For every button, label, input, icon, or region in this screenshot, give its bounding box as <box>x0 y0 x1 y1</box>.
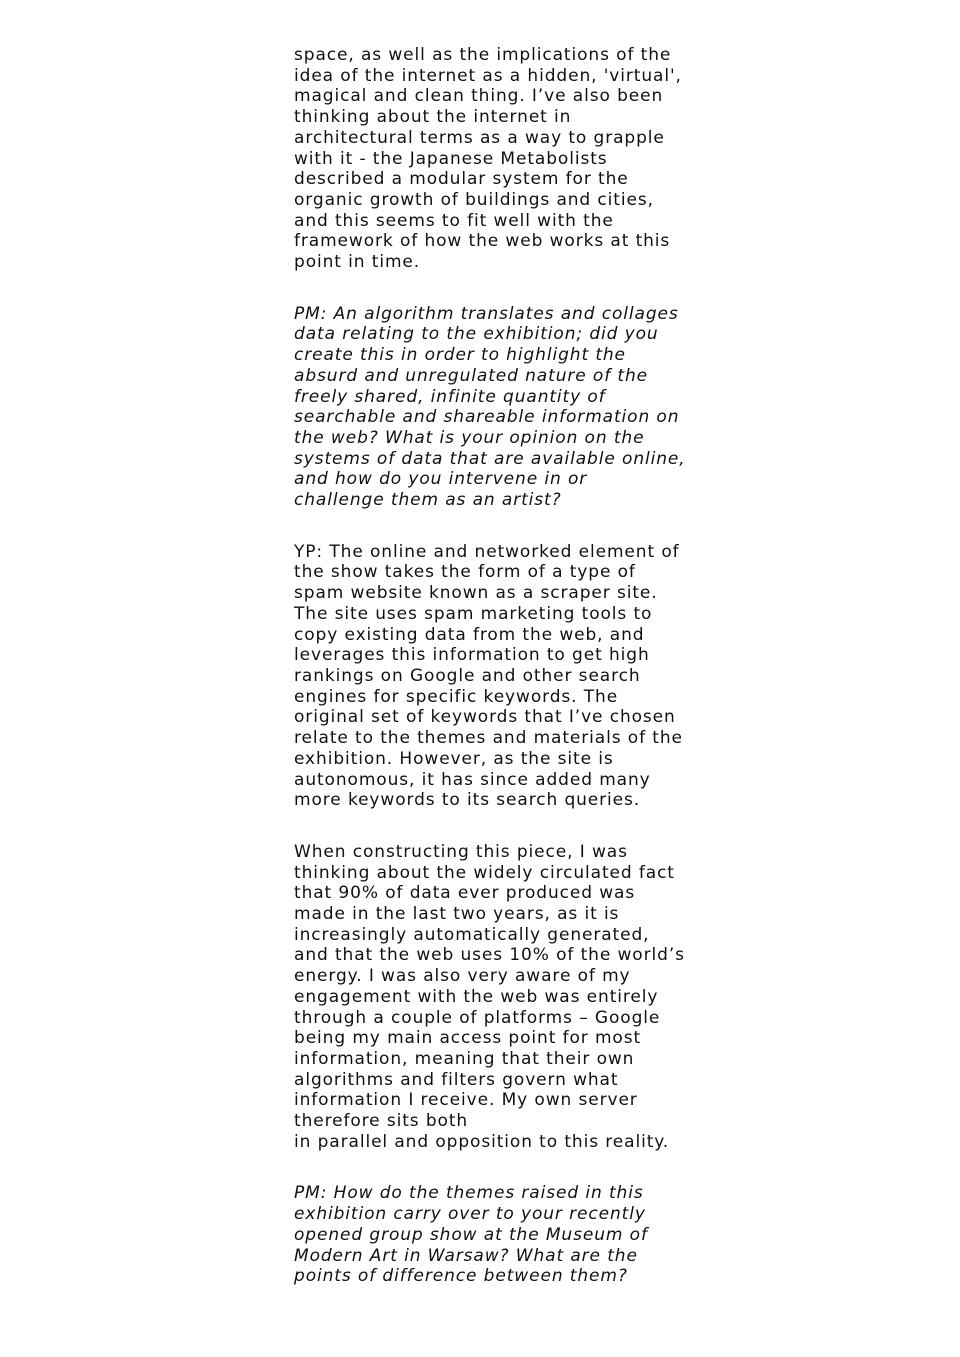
text-line: made in the last two years, as it is <box>294 904 620 925</box>
interviewer-question <box>294 304 684 511</box>
text-line: in parallel and opposition to this reality. <box>294 1131 670 1152</box>
text-line: magical and clean thing. I’ve also been <box>294 86 664 107</box>
text-line: leverages this information to get high <box>294 645 650 666</box>
text-line: organic growth of buildings and cities, <box>294 189 654 210</box>
text-line: with it - the Japanese Metabolists <box>294 148 608 169</box>
text-line: copy existing data from the web, and <box>294 624 645 645</box>
text-line: points of difference between them? <box>294 1266 628 1287</box>
text-line: freely shared, infinite quantity of <box>294 386 606 407</box>
text-line: opened group show at the Museum of <box>294 1224 648 1245</box>
text-line: the web? What is your opinion on the <box>294 427 645 448</box>
text-line: information I receive. My own server <box>294 1090 638 1111</box>
text-line: PM: An algorithm translates and collages <box>294 303 679 324</box>
paragraph-spacer <box>294 1152 684 1183</box>
text-line: idea of the internet as a hidden, 'virtual', <box>294 65 682 86</box>
text-line: When constructing this piece, I was <box>294 841 628 862</box>
text-line: architectural terms as a way to grapple <box>294 127 665 148</box>
text-line: and that the web uses 10% of the world’s <box>294 945 685 966</box>
text-line: PM: How do the themes raised in this <box>294 1183 644 1204</box>
artist-answer <box>294 45 684 273</box>
text-line: The site uses spam marketing tools to <box>294 603 653 624</box>
text-line: that 90% of data ever produced was <box>294 883 636 904</box>
text-line: being my main access point for most <box>294 1028 642 1049</box>
text-line: exhibition. However, as the site is <box>294 748 614 769</box>
text-line: Modern Art in Warsaw? What are the <box>294 1245 638 1266</box>
text-line: therefore sits both <box>294 1111 469 1132</box>
text-line: exhibition carry over to your recently <box>294 1204 646 1225</box>
text-line: framework of how the web works at this <box>294 231 671 252</box>
text-column <box>294 45 684 1287</box>
text-line: more keywords to its search queries. <box>294 790 641 811</box>
text-line: engines for specific keywords. The <box>294 686 619 707</box>
text-line: described a modular system for the <box>294 169 629 190</box>
text-line: systems of data that are available online, <box>294 448 686 469</box>
text-line: data relating to the exhibition; did you <box>294 324 659 345</box>
text-line: create this in order to highlight the <box>294 345 626 366</box>
text-line: energy. I was also very aware of my <box>294 966 631 987</box>
text-line: original set of keywords that I’ve chosen <box>294 707 676 728</box>
artist-answer <box>294 842 684 1153</box>
artist-answer <box>294 542 684 811</box>
text-line: through a couple of platforms – Google <box>294 1007 661 1028</box>
paragraph-spacer <box>294 811 684 842</box>
text-line: and this seems to fit well with the <box>294 210 614 231</box>
text-line: thinking about the internet in <box>294 107 572 128</box>
text-line: and how do you intervene in or <box>294 469 588 490</box>
text-line: increasingly automatically generated, <box>294 924 650 945</box>
text-line: the show takes the form of a type of <box>294 562 636 583</box>
text-line: challenge them as an artist? <box>294 490 562 511</box>
text-line: YP: The online and networked element of <box>294 541 680 562</box>
text-line: information, meaning that their own <box>294 1048 635 1069</box>
text-line: absurd and unregulated nature of the <box>294 365 649 386</box>
text-line: rankings on Google and other search <box>294 665 641 686</box>
text-line: thinking about the widely circulated fact <box>294 862 675 883</box>
text-line: point in time. <box>294 252 421 273</box>
text-line: algorithms and filters govern what <box>294 1069 619 1090</box>
text-line: searchable and shareable information on <box>294 407 680 428</box>
text-line: space, as well as the implications of the <box>294 45 672 65</box>
paragraph-spacer <box>294 273 684 304</box>
text-line: engagement with the web was entirely <box>294 986 659 1007</box>
text-line: autonomous, it has since added many <box>294 769 651 790</box>
paragraph-spacer <box>294 511 684 542</box>
interviewer-question <box>294 1183 684 1287</box>
text-line: spam website known as a scraper site. <box>294 583 658 604</box>
text-line: relate to the themes and materials of the <box>294 728 683 749</box>
